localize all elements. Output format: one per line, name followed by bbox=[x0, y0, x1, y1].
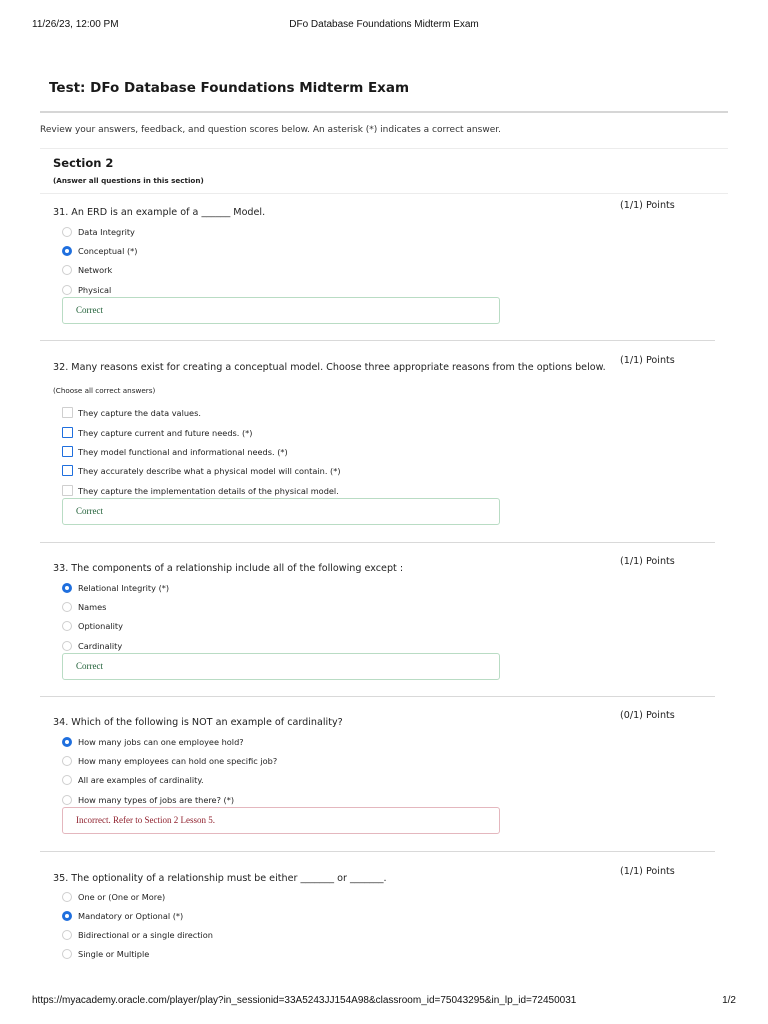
option-label: Single or Multiple bbox=[78, 949, 150, 959]
option-label: Bidirectional or a single direction bbox=[78, 930, 213, 940]
question-text: 31. An ERD is an example of a ______ Model. bbox=[53, 207, 266, 218]
option-label: Data Integrity bbox=[78, 227, 135, 237]
question-points: (1/1) Points bbox=[620, 866, 675, 877]
answer-option[interactable] bbox=[62, 891, 582, 905]
option-label: How many types of jobs are there? (*) bbox=[78, 795, 235, 805]
intro-text: Review your answers, feedback, and question scores below. An asterisk (*) indicates a correct answer. bbox=[40, 125, 501, 135]
answer-option[interactable] bbox=[62, 910, 582, 924]
answer-option[interactable] bbox=[62, 736, 582, 750]
question-text: 32. Many reasons exist for creating a conceptual model. Choose three appropriate reasons from the options below. bbox=[53, 362, 606, 373]
checkbox[interactable] bbox=[62, 485, 73, 496]
print-footer bbox=[32, 995, 736, 1009]
option-label: They capture current and future needs. (*) bbox=[78, 428, 253, 438]
option-label: How many jobs can one employee hold? bbox=[78, 737, 244, 747]
radio-button[interactable] bbox=[62, 949, 72, 959]
question-text: 33. The components of a relationship include all of the following except : bbox=[53, 563, 404, 574]
radio-button[interactable] bbox=[62, 756, 72, 766]
intro-divider bbox=[40, 148, 728, 149]
option-label: Network bbox=[78, 265, 113, 275]
question-text: 35. The optionality of a relationship must be either _______ or _______. bbox=[53, 873, 387, 884]
answer-option[interactable] bbox=[62, 794, 582, 808]
radio-button[interactable] bbox=[62, 795, 72, 805]
question-hint: (Choose all correct answers) bbox=[53, 386, 156, 395]
option-label: They accurately describe what a physical model will contain. (*) bbox=[78, 466, 341, 476]
option-label: Relational Integrity (*) bbox=[78, 583, 170, 593]
question-points: (1/1) Points bbox=[620, 355, 675, 366]
radio-button[interactable] bbox=[62, 641, 72, 651]
option-label: Conceptual (*) bbox=[78, 246, 138, 256]
feedback-box: Correct bbox=[62, 653, 500, 680]
checkbox-selected[interactable] bbox=[62, 427, 73, 438]
answer-option[interactable] bbox=[62, 755, 582, 769]
radio-button[interactable] bbox=[62, 227, 72, 237]
option-label: Physical bbox=[78, 285, 112, 295]
radio-button[interactable] bbox=[62, 775, 72, 785]
radio-button-selected[interactable] bbox=[62, 583, 72, 593]
radio-button-selected[interactable] bbox=[62, 246, 72, 256]
answer-option[interactable] bbox=[62, 284, 582, 298]
section-divider bbox=[40, 193, 728, 194]
radio-button[interactable] bbox=[62, 621, 72, 631]
option-label: Optionality bbox=[78, 621, 123, 631]
question-points: (1/1) Points bbox=[620, 200, 675, 211]
answer-option[interactable] bbox=[62, 485, 582, 499]
answer-option[interactable] bbox=[62, 245, 582, 259]
option-label: How many employees can hold one specific job? bbox=[78, 756, 278, 766]
option-label: One or (One or More) bbox=[78, 892, 166, 902]
radio-button[interactable] bbox=[62, 930, 72, 940]
option-label: They model functional and informational needs. (*) bbox=[78, 447, 288, 457]
option-label: They capture the data values. bbox=[78, 408, 201, 418]
option-label: Mandatory or Optional (*) bbox=[78, 911, 184, 921]
answer-option[interactable] bbox=[62, 465, 582, 479]
question-points: (1/1) Points bbox=[620, 556, 675, 567]
title-divider bbox=[40, 111, 728, 113]
radio-button[interactable] bbox=[62, 265, 72, 275]
answer-option[interactable] bbox=[62, 582, 582, 596]
question-divider bbox=[40, 696, 715, 697]
answer-option[interactable] bbox=[62, 446, 582, 460]
answer-option[interactable] bbox=[62, 620, 582, 634]
feedback-box: Correct bbox=[62, 297, 500, 324]
print-page-number: 1/2 bbox=[722, 995, 736, 1006]
radio-button-selected[interactable] bbox=[62, 737, 72, 747]
print-header bbox=[32, 19, 736, 33]
option-label: All are examples of cardinality. bbox=[78, 775, 204, 785]
question-text: 34. Which of the following is NOT an example of cardinality? bbox=[53, 717, 343, 728]
option-label: Names bbox=[78, 602, 107, 612]
print-datetime: 11/26/23, 12:00 PM bbox=[32, 19, 119, 30]
print-doc-title: DFo Database Foundations Midterm Exam bbox=[289, 19, 479, 30]
section-title: Section 2 bbox=[53, 156, 114, 170]
section-subtitle: (Answer all questions in this section) bbox=[53, 176, 204, 185]
answer-option[interactable] bbox=[62, 427, 582, 441]
checkbox-selected[interactable] bbox=[62, 446, 73, 457]
question-divider bbox=[40, 340, 715, 341]
option-label: They capture the implementation details of the physical model. bbox=[78, 486, 339, 496]
answer-option[interactable] bbox=[62, 929, 582, 943]
answer-option[interactable] bbox=[62, 640, 582, 654]
answer-option[interactable] bbox=[62, 264, 582, 278]
question-divider bbox=[40, 542, 715, 543]
page-title: Test: DFo Database Foundations Midterm Exam bbox=[49, 80, 410, 96]
radio-button[interactable] bbox=[62, 892, 72, 902]
answer-option[interactable] bbox=[62, 226, 582, 240]
answer-option[interactable] bbox=[62, 774, 582, 788]
question-divider bbox=[40, 851, 715, 852]
radio-button-selected[interactable] bbox=[62, 911, 72, 921]
question-points: (0/1) Points bbox=[620, 710, 675, 721]
feedback-box: Correct bbox=[62, 498, 500, 525]
radio-button[interactable] bbox=[62, 285, 72, 295]
print-url: https://myacademy.oracle.com/player/play?in_sessionid=33A5243JJ154A98&classroom_id=75043295&in_lp_id=72450031 bbox=[32, 995, 577, 1006]
radio-button[interactable] bbox=[62, 602, 72, 612]
answer-option[interactable] bbox=[62, 407, 582, 421]
option-label: Cardinality bbox=[78, 641, 123, 651]
answer-option[interactable] bbox=[62, 601, 582, 615]
answer-option[interactable] bbox=[62, 948, 582, 962]
feedback-box: Incorrect. Refer to Section 2 Lesson 5. bbox=[62, 807, 500, 834]
checkbox-selected[interactable] bbox=[62, 465, 73, 476]
checkbox[interactable] bbox=[62, 407, 73, 418]
